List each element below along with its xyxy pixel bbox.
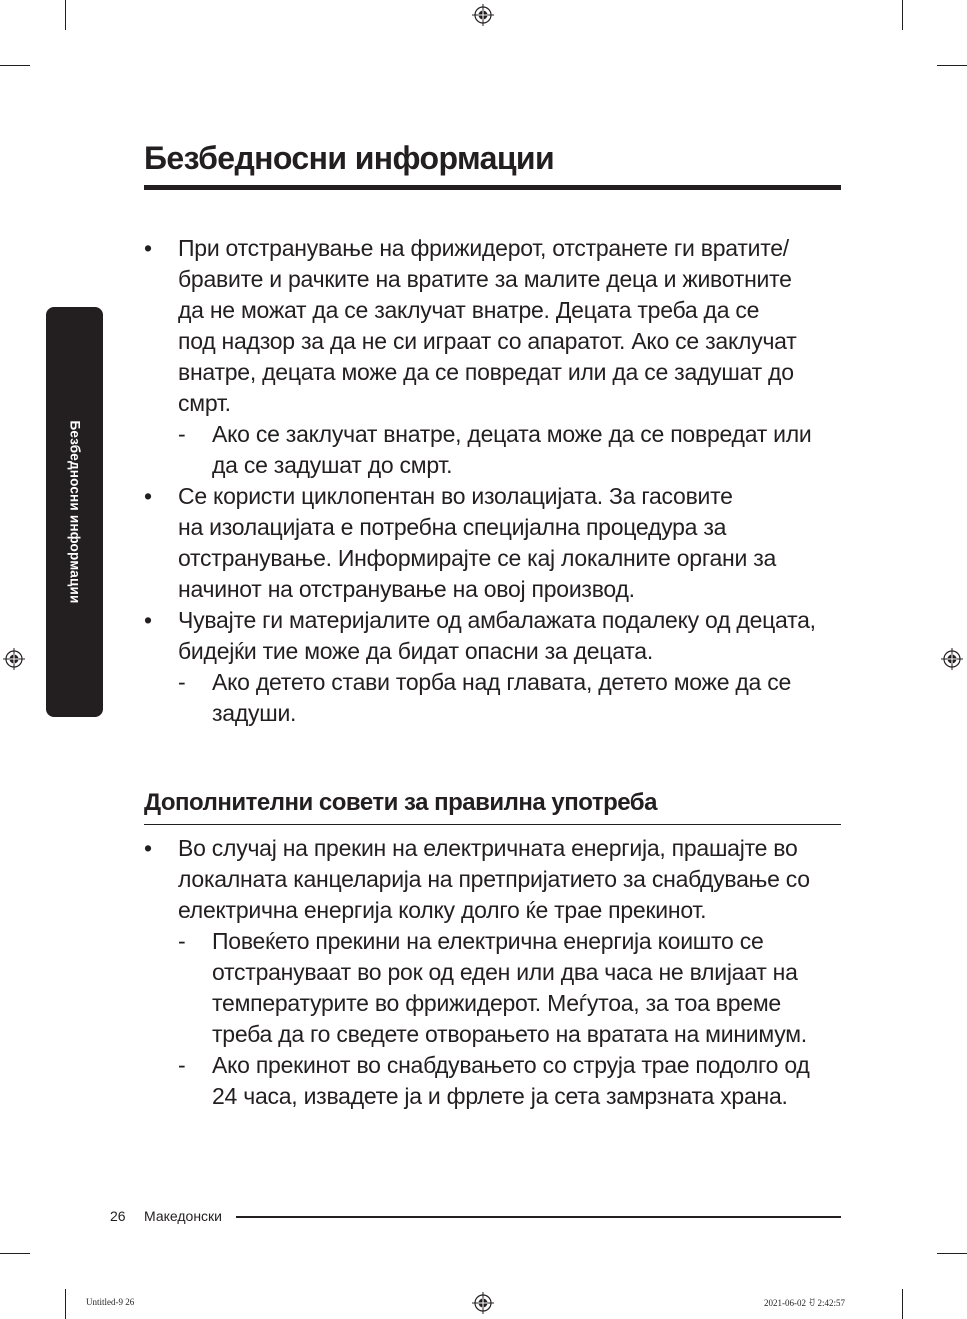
crop-mark: [0, 65, 30, 66]
page-title: Безбедносни информации: [144, 140, 555, 176]
text-line: треба да го сведете отворањето на вратата на минимум.: [212, 1021, 807, 1047]
registration-mark-icon: [3, 648, 25, 670]
text-line: смрт.: [178, 390, 231, 416]
text-line: бравите и рачките на вратите за малите деца и животните: [178, 266, 792, 292]
text-line: бидејќи тие може да бидат опасни за децата.: [178, 638, 653, 664]
footer-language: Македонски: [144, 1208, 222, 1224]
section-divider: [144, 824, 841, 825]
safety-list: [144, 233, 841, 729]
text-line: • Се користи циклопентан во изолацијата. За гасовите: [178, 483, 733, 509]
text-line: внатре, децата може да се повредат или да се задушат до: [178, 359, 794, 385]
bullet-item: [144, 481, 841, 605]
crop-mark: [937, 1253, 967, 1254]
text-line: температурите во фрижидерот. Меѓутоа, за тоа време: [212, 990, 781, 1016]
print-slug-file: Untitled-9 26: [86, 1297, 135, 1307]
text-line: • Во случај на прекин на електричната енергија, прашајте во: [178, 835, 798, 861]
sub-item: [144, 419, 841, 481]
footer-divider: [236, 1216, 841, 1218]
text-line: да се задушат до смрт.: [212, 452, 453, 478]
crop-mark: [902, 1289, 903, 1319]
print-slug-date: 2021-06-02 ꀀ 2:42:57: [763, 1298, 845, 1308]
text-line: задуши.: [212, 700, 297, 726]
bullet-item: [144, 233, 841, 419]
bullet-item: [144, 833, 841, 926]
text-line: начинот на отстранување на овој производ.: [178, 576, 635, 602]
sub-item: [144, 667, 841, 729]
crop-mark: [65, 0, 66, 30]
text-line: - Ако детето стави торба над главата, детето може да се: [212, 669, 792, 695]
page-number: 26: [110, 1208, 126, 1224]
text-line: под надзор за да не си играат со апаратот. Ако се заклучат: [178, 328, 797, 354]
text-line: на изолацијата е потребна специјална процедура за: [178, 514, 727, 540]
registration-mark-icon: [941, 648, 963, 670]
text-line: - Ако се заклучат внатре, децата може да се повредат или: [212, 421, 812, 447]
text-line: електрична енергија колку долго ќе трае прекинот.: [178, 897, 707, 923]
registration-mark-icon: [472, 4, 494, 26]
bullet-item: [144, 605, 841, 667]
crop-mark: [937, 65, 967, 66]
section-heading: Дополнителни совети за правилна употреба: [144, 789, 657, 816]
text-line: отстранување. Информирајте се кај локалните органи за: [178, 545, 777, 571]
text-line: - Повеќето прекини на електрична енергија коишто се: [212, 928, 764, 954]
sub-item: [144, 1050, 841, 1112]
crop-mark: [902, 0, 903, 30]
crop-mark: [65, 1289, 66, 1319]
text-line: • Чувајте ги материјалите од амбалажата подалеку од децата,: [178, 607, 816, 633]
text-line: да не можат да се заклучат внатре. Децата треба да се: [178, 297, 760, 323]
usage-tips-list: [144, 833, 841, 1112]
text-line: локалната канцеларија на претпријатието за снабдување со: [178, 866, 810, 892]
registration-mark-icon: [472, 1292, 494, 1314]
crop-mark: [0, 1253, 30, 1254]
text-line: 24 часа, извадете ја и фрлете ја сета замрзната храна.: [212, 1083, 788, 1109]
text-line: • При отстранување на фрижидерот, отстранете ги вратите/: [178, 235, 789, 261]
text-line: - Ако прекинот во снабдувањето со струја трае подолго од: [212, 1052, 810, 1078]
text-line: отстрануваат во рок од еден или два часа не влијаат на: [212, 959, 798, 985]
sub-item: [144, 926, 841, 1050]
side-chapter-tab-label: Безбедносни информации: [67, 420, 83, 604]
title-divider: [144, 185, 841, 190]
